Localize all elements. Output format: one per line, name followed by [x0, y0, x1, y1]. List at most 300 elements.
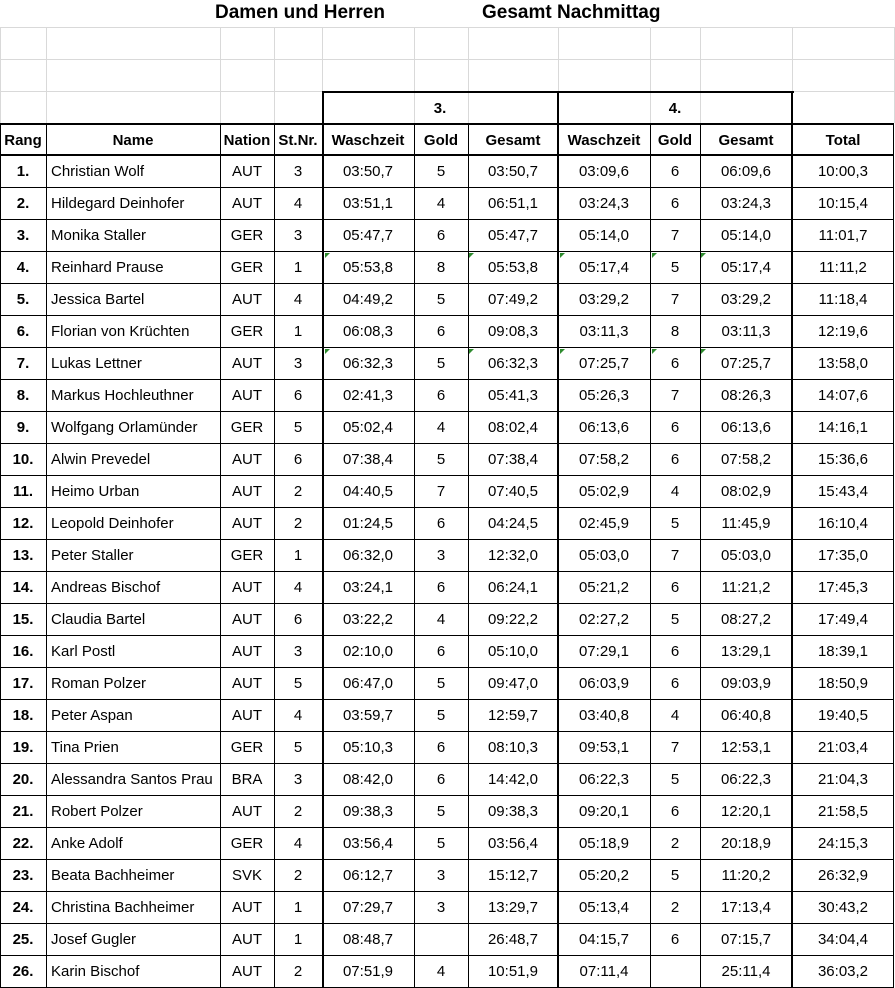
cell-gold-3: 5 — [436, 675, 446, 692]
cell-total: 10:15,4 — [817, 195, 869, 212]
header-gesamt-4: Gesamt — [718, 131, 774, 149]
cell-nation: AUT — [232, 515, 262, 532]
cell-gesamt-3: 10:51,9 — [487, 963, 539, 980]
cell-name: Christina Bachheimer — [51, 899, 195, 916]
cell-gesamt-3: 08:02,4 — [487, 419, 539, 436]
cell-start-number: 4 — [293, 835, 303, 852]
cell-total: 21:58,5 — [817, 803, 869, 820]
cell-gold-4: 5 — [670, 515, 680, 532]
cell-rank: 20. — [12, 771, 34, 788]
cell-waschzeit-3: 05:10,3 — [342, 739, 394, 756]
cell-waschzeit-4: 05:21,2 — [578, 579, 630, 596]
cell-gold-4: 7 — [670, 547, 680, 564]
cell-note-marker — [652, 349, 657, 354]
cell-gold-4: 5 — [670, 771, 680, 788]
cell-gesamt-4: 08:02,9 — [720, 483, 772, 500]
cell-waschzeit-3: 03:22,2 — [342, 611, 394, 628]
cell-gesamt-3: 12:59,7 — [487, 707, 539, 724]
header-rang: Rang — [4, 131, 42, 149]
cell-gold-4: 7 — [670, 739, 680, 756]
cell-gold-4: 6 — [670, 643, 680, 660]
cell-note-marker — [469, 253, 474, 258]
cell-total: 10:00,3 — [817, 163, 869, 180]
cell-start-number: 4 — [293, 291, 303, 308]
cell-gesamt-3: 15:12,7 — [487, 867, 539, 884]
cell-gold-3: 6 — [436, 387, 446, 404]
cell-gold-3: 6 — [436, 643, 446, 660]
cell-name: Lukas Lettner — [51, 355, 142, 372]
cell-gold-3: 5 — [436, 835, 446, 852]
cell-gesamt-3: 26:48,7 — [487, 931, 539, 948]
cell-rank: 21. — [12, 803, 34, 820]
cell-rank: 6. — [16, 323, 30, 340]
cell-total: 21:04,3 — [817, 771, 869, 788]
cell-start-number: 1 — [293, 259, 303, 276]
cell-name: Alwin Prevedel — [51, 451, 151, 468]
cell-gesamt-3: 05:47,7 — [487, 227, 539, 244]
cell-gesamt-4: 05:03,0 — [720, 547, 772, 564]
header-startnr: St.Nr. — [278, 131, 318, 149]
cell-waschzeit-4: 05:03,0 — [578, 547, 630, 564]
cell-name: Robert Polzer — [51, 803, 143, 820]
cell-waschzeit-3: 06:47,0 — [342, 675, 394, 692]
cell-waschzeit-4: 07:25,7 — [578, 355, 630, 372]
cell-nation: AUT — [232, 163, 262, 180]
cell-waschzeit-4: 05:17,4 — [578, 259, 630, 276]
cell-waschzeit-4: 05:20,2 — [578, 867, 630, 884]
cell-waschzeit-3: 07:38,4 — [342, 451, 394, 468]
cell-gold-3: 6 — [436, 771, 446, 788]
header-gold-3: Gold — [423, 131, 459, 149]
cell-total: 17:45,3 — [817, 579, 869, 596]
cell-start-number: 3 — [293, 227, 303, 244]
cell-start-number: 2 — [293, 483, 303, 500]
cell-gold-4: 5 — [670, 611, 680, 628]
cell-waschzeit-4: 06:13,6 — [578, 419, 630, 436]
cell-gesamt-4: 05:14,0 — [720, 227, 772, 244]
cell-gold-3: 7 — [436, 483, 446, 500]
cell-gold-4: 6 — [670, 355, 680, 372]
cell-rank: 14. — [12, 579, 34, 596]
cell-gesamt-3: 07:49,2 — [487, 291, 539, 308]
cell-gold-4: 7 — [670, 387, 680, 404]
cell-rank: 26. — [12, 963, 34, 980]
cell-waschzeit-4: 03:40,8 — [578, 707, 630, 724]
cell-start-number: 4 — [293, 195, 303, 212]
cell-name: Andreas Bischof — [51, 579, 161, 596]
cell-total: 13:58,0 — [817, 355, 869, 372]
cell-start-number: 4 — [293, 579, 303, 596]
cell-start-number: 2 — [293, 867, 303, 884]
cell-start-number: 6 — [293, 387, 303, 404]
cell-name: Roman Polzer — [51, 675, 147, 692]
cell-start-number: 1 — [293, 547, 303, 564]
cell-name: Jessica Bartel — [51, 291, 145, 308]
title-right: Gesamt Nachmittag — [482, 2, 661, 23]
cell-total: 18:50,9 — [817, 675, 869, 692]
cell-waschzeit-4: 05:14,0 — [578, 227, 630, 244]
cell-rank: 5. — [16, 291, 30, 308]
cell-gesamt-3: 09:22,2 — [487, 611, 539, 628]
cell-gold-4: 6 — [670, 451, 680, 468]
cell-gold-3: 5 — [436, 707, 446, 724]
cell-gesamt-3: 06:24,1 — [487, 579, 539, 596]
cell-waschzeit-4: 07:29,1 — [578, 643, 630, 660]
cell-name: Beata Bachheimer — [51, 867, 175, 884]
cell-waschzeit-4: 02:27,2 — [578, 611, 630, 628]
cell-gesamt-4: 09:03,9 — [720, 675, 772, 692]
group-label-4: 4. — [668, 99, 682, 117]
cell-gesamt-3: 05:53,8 — [487, 259, 539, 276]
cell-start-number: 5 — [293, 739, 303, 756]
cell-nation: GER — [230, 739, 264, 756]
cell-gesamt-4: 08:27,2 — [720, 611, 772, 628]
cell-nation: AUT — [232, 931, 262, 948]
header-name: Name — [112, 131, 154, 149]
cell-rank: 7. — [16, 355, 30, 372]
cell-start-number: 4 — [293, 707, 303, 724]
cell-waschzeit-4: 07:11,4 — [579, 963, 629, 980]
cell-waschzeit-3: 03:50,7 — [342, 163, 394, 180]
cell-total: 16:10,4 — [817, 515, 869, 532]
cell-nation: AUT — [232, 483, 262, 500]
cell-gold-3: 4 — [436, 195, 446, 212]
cell-gesamt-4: 11:45,9 — [721, 515, 771, 532]
cell-waschzeit-3: 05:02,4 — [342, 419, 394, 436]
cell-waschzeit-3: 02:10,0 — [342, 643, 394, 660]
cell-total: 17:35,0 — [817, 547, 869, 564]
cell-gesamt-4: 11:20,2 — [721, 867, 771, 884]
cell-waschzeit-3: 08:48,7 — [342, 931, 394, 948]
cell-waschzeit-3: 01:24,5 — [342, 515, 394, 532]
cell-nation: AUT — [232, 451, 262, 468]
cell-waschzeit-3: 03:24,1 — [342, 579, 394, 596]
cell-name: Markus Hochleuthner — [51, 387, 194, 404]
cell-nation: AUT — [232, 611, 262, 628]
cell-gold-3: 5 — [436, 355, 446, 372]
cell-waschzeit-3: 02:41,3 — [342, 387, 394, 404]
cell-nation: BRA — [231, 771, 263, 788]
cell-start-number: 5 — [293, 419, 303, 436]
gridline-v — [274, 27, 275, 123]
cell-waschzeit-4: 02:45,9 — [578, 515, 630, 532]
cell-total: 17:49,4 — [817, 611, 869, 628]
cell-gesamt-3: 09:38,3 — [487, 803, 539, 820]
cell-nation: GER — [230, 547, 264, 564]
cell-gesamt-4: 05:17,4 — [720, 259, 772, 276]
cell-nation: AUT — [232, 579, 262, 596]
cell-name: Leopold Deinhofer — [51, 515, 174, 532]
header-waschzeit-3: Waschzeit — [331, 131, 405, 149]
cell-rank: 9. — [16, 419, 30, 436]
cell-gesamt-3: 03:50,7 — [487, 163, 539, 180]
cell-gold-4: 8 — [670, 323, 680, 340]
cell-gesamt-4: 06:09,6 — [720, 163, 772, 180]
cell-nation: AUT — [232, 643, 262, 660]
cell-gold-4: 4 — [670, 483, 680, 500]
header-waschzeit-4: Waschzeit — [567, 131, 641, 149]
cell-rank: 2. — [16, 195, 30, 212]
cell-gold-3: 5 — [436, 291, 446, 308]
cell-rank: 4. — [16, 259, 30, 276]
cell-total: 11:11,2 — [819, 259, 867, 276]
cell-waschzeit-3: 03:51,1 — [342, 195, 394, 212]
cell-gold-3: 3 — [436, 899, 446, 916]
cell-rank: 23. — [12, 867, 34, 884]
cell-start-number: 6 — [293, 451, 303, 468]
cell-gesamt-3: 14:42,0 — [487, 771, 539, 788]
gridline-h — [0, 27, 894, 28]
cell-start-number: 3 — [293, 163, 303, 180]
cell-total: 36:03,2 — [817, 963, 869, 980]
cell-gesamt-4: 17:13,4 — [720, 899, 772, 916]
cell-name: Heimo Urban — [51, 483, 140, 500]
cell-gold-4: 2 — [670, 899, 680, 916]
cell-nation: AUT — [232, 707, 262, 724]
cell-rank: 8. — [16, 387, 30, 404]
cell-gold-4: 2 — [670, 835, 680, 852]
cell-waschzeit-4: 05:18,9 — [578, 835, 630, 852]
cell-waschzeit-4: 05:02,9 — [578, 483, 630, 500]
cell-name: Peter Aspan — [51, 707, 133, 724]
cell-gold-3: 5 — [436, 163, 446, 180]
cell-name: Tina Prien — [51, 739, 119, 756]
cell-total: 19:40,5 — [817, 707, 869, 724]
cell-start-number: 2 — [293, 803, 303, 820]
cell-gold-3: 3 — [436, 867, 446, 884]
cell-gesamt-3: 07:38,4 — [487, 451, 539, 468]
cell-gesamt-3: 07:40,5 — [487, 483, 539, 500]
cell-gesamt-4: 07:58,2 — [720, 451, 772, 468]
group-label-3: 3. — [433, 99, 447, 117]
cell-name: Alessandra Santos Prau — [51, 771, 213, 788]
cell-rank: 13. — [12, 547, 34, 564]
cell-waschzeit-3: 05:47,7 — [342, 227, 394, 244]
cell-gesamt-3: 12:32,0 — [487, 547, 539, 564]
cell-name: Claudia Bartel — [51, 611, 146, 628]
cell-rank: 24. — [12, 899, 34, 916]
cell-waschzeit-4: 04:15,7 — [578, 931, 630, 948]
cell-waschzeit-4: 05:13,4 — [578, 899, 630, 916]
cell-gesamt-4: 25:11,4 — [721, 963, 771, 980]
cell-gold-4: 6 — [670, 419, 680, 436]
cell-waschzeit-3: 07:51,9 — [342, 963, 394, 980]
cell-name: Monika Staller — [51, 227, 147, 244]
cell-gold-3 — [414, 924, 468, 955]
cell-gesamt-3: 08:10,3 — [487, 739, 539, 756]
cell-note-marker — [560, 253, 565, 258]
cell-gesamt-4: 13:29,1 — [720, 643, 772, 660]
cell-gold-4: 6 — [670, 675, 680, 692]
cell-start-number: 1 — [293, 931, 303, 948]
cell-gesamt-3: 13:29,7 — [487, 899, 539, 916]
cell-rank: 15. — [12, 611, 34, 628]
cell-name: Christian Wolf — [51, 163, 145, 180]
cell-start-number: 1 — [293, 323, 303, 340]
cell-waschzeit-3: 06:08,3 — [342, 323, 394, 340]
cell-nation: GER — [230, 835, 264, 852]
cell-gesamt-4: 06:22,3 — [720, 771, 772, 788]
gridline-h — [0, 59, 894, 60]
cell-waschzeit-4: 09:53,1 — [578, 739, 630, 756]
cell-start-number: 1 — [293, 899, 303, 916]
cell-waschzeit-3: 09:38,3 — [342, 803, 394, 820]
cell-start-number: 3 — [293, 643, 303, 660]
cell-gold-4: 5 — [670, 259, 680, 276]
cell-nation: SVK — [231, 867, 262, 884]
cell-gold-3: 3 — [436, 547, 446, 564]
cell-gesamt-4: 03:11,3 — [721, 323, 771, 340]
cell-gold-3: 8 — [436, 259, 446, 276]
cell-nation: GER — [230, 419, 264, 436]
cell-gold-3: 4 — [436, 611, 446, 628]
cell-start-number: 2 — [293, 963, 303, 980]
cell-gesamt-4: 20:18,9 — [720, 835, 772, 852]
cell-gold-3: 6 — [436, 227, 446, 244]
cell-name: Karl Postl — [51, 643, 116, 660]
cell-gold-3: 4 — [436, 963, 446, 980]
cell-waschzeit-3: 06:32,3 — [342, 355, 394, 372]
cell-gesamt-3: 09:08,3 — [487, 323, 539, 340]
cell-note-marker — [701, 349, 706, 354]
cell-gold-4: 6 — [670, 931, 680, 948]
cell-nation: GER — [230, 227, 264, 244]
cell-rank: 19. — [12, 739, 34, 756]
cell-gold-4 — [650, 956, 700, 987]
gridline-v — [220, 27, 221, 123]
cell-rank: 1. — [16, 163, 30, 180]
cell-total: 11:18,4 — [818, 291, 868, 308]
cell-gold-3: 6 — [436, 515, 446, 532]
cell-total: 21:03,4 — [817, 739, 869, 756]
cell-gold-4: 7 — [670, 227, 680, 244]
cell-total: 12:19,6 — [817, 323, 869, 340]
header-gold-4: Gold — [657, 131, 693, 149]
cell-gold-3: 6 — [436, 579, 446, 596]
cell-note-marker — [469, 349, 474, 354]
cell-nation: GER — [230, 259, 264, 276]
cell-gesamt-4: 06:40,8 — [720, 707, 772, 724]
cell-gesamt-3: 04:24,5 — [487, 515, 539, 532]
cell-name: Hildegard Deinhofer — [51, 195, 185, 212]
cell-gesamt-4: 06:13,6 — [720, 419, 772, 436]
cell-total: 11:01,7 — [818, 227, 868, 244]
cell-waschzeit-3: 07:29,7 — [342, 899, 394, 916]
cell-rank: 18. — [12, 707, 34, 724]
cell-gold-3: 5 — [436, 803, 446, 820]
header-nation: Nation — [223, 131, 271, 149]
cell-note-marker — [560, 349, 565, 354]
cell-nation: AUT — [232, 803, 262, 820]
cell-note-marker — [325, 349, 330, 354]
cell-total: 15:43,4 — [817, 483, 869, 500]
header-total: Total — [825, 131, 861, 149]
cell-name: Florian von Krüchten — [51, 323, 190, 340]
header-gesamt-3: Gesamt — [485, 131, 541, 149]
cell-gold-4: 7 — [670, 291, 680, 308]
cell-gesamt-4: 08:26,3 — [720, 387, 772, 404]
title-left: Damen und Herren — [215, 2, 385, 23]
cell-gesamt-3: 06:51,1 — [487, 195, 539, 212]
cell-gold-4: 6 — [670, 163, 680, 180]
cell-total: 30:43,2 — [817, 899, 869, 916]
cell-name: Peter Staller — [51, 547, 134, 564]
cell-rank: 3. — [16, 227, 30, 244]
cell-rank: 11. — [12, 483, 34, 500]
cell-gesamt-3: 06:32,3 — [487, 355, 539, 372]
cell-nation: AUT — [232, 355, 262, 372]
cell-gold-3: 5 — [436, 451, 446, 468]
cell-name: Josef Gugler — [51, 931, 137, 948]
cell-waschzeit-3: 03:59,7 — [342, 707, 394, 724]
cell-nation: AUT — [232, 675, 262, 692]
cell-gesamt-4: 12:53,1 — [720, 739, 772, 756]
cell-gold-3: 6 — [436, 739, 446, 756]
cell-gold-4: 6 — [670, 195, 680, 212]
cell-gesamt-4: 11:21,2 — [721, 579, 771, 596]
cell-gesamt-3: 05:10,0 — [487, 643, 539, 660]
cell-start-number: 3 — [293, 771, 303, 788]
cell-start-number: 6 — [293, 611, 303, 628]
cell-gold-4: 6 — [670, 579, 680, 596]
cell-nation: GER — [230, 323, 264, 340]
cell-total: 34:04,4 — [817, 931, 869, 948]
cell-total: 14:16,1 — [817, 419, 869, 436]
gridline-v — [46, 27, 47, 123]
cell-waschzeit-3: 04:40,5 — [342, 483, 394, 500]
cell-gold-4: 4 — [670, 707, 680, 724]
cell-waschzeit-4: 03:29,2 — [578, 291, 630, 308]
cell-gesamt-4: 03:24,3 — [720, 195, 772, 212]
cell-gesamt-3: 03:56,4 — [487, 835, 539, 852]
cell-total: 26:32,9 — [817, 867, 869, 884]
cell-rank: 16. — [12, 643, 34, 660]
cell-nation: AUT — [232, 387, 262, 404]
cell-rank: 10. — [12, 451, 34, 468]
cell-gold-4: 5 — [670, 867, 680, 884]
cell-waschzeit-4: 05:26,3 — [578, 387, 630, 404]
cell-waschzeit-3: 06:32,0 — [342, 547, 394, 564]
cell-gesamt-3: 05:41,3 — [487, 387, 539, 404]
cell-rank: 17. — [12, 675, 34, 692]
cell-total: 18:39,1 — [817, 643, 869, 660]
cell-note-marker — [701, 253, 706, 258]
cell-note-marker — [652, 253, 657, 258]
cell-waschzeit-4: 06:22,3 — [578, 771, 630, 788]
cell-name: Reinhard Prause — [51, 259, 164, 276]
cell-gesamt-4: 03:29,2 — [720, 291, 772, 308]
cell-total: 14:07,6 — [817, 387, 869, 404]
cell-waschzeit-4: 06:03,9 — [578, 675, 630, 692]
cell-nation: AUT — [232, 195, 262, 212]
cell-waschzeit-4: 07:58,2 — [578, 451, 630, 468]
cell-waschzeit-3: 03:56,4 — [342, 835, 394, 852]
cell-start-number: 5 — [293, 675, 303, 692]
cell-rank: 22. — [12, 835, 34, 852]
cell-name: Wolfgang Orlamünder — [51, 419, 198, 436]
cell-nation: AUT — [232, 291, 262, 308]
cell-nation: AUT — [232, 963, 262, 980]
cell-waschzeit-4: 09:20,1 — [578, 803, 630, 820]
cell-waschzeit-3: 08:42,0 — [342, 771, 394, 788]
cell-start-number: 2 — [293, 515, 303, 532]
cell-nation: AUT — [232, 899, 262, 916]
cell-total: 15:36,6 — [817, 451, 869, 468]
cell-waschzeit-4: 03:09,6 — [578, 163, 630, 180]
cell-start-number: 3 — [293, 355, 303, 372]
cell-gesamt-4: 12:20,1 — [720, 803, 772, 820]
cell-name: Anke Adolf — [51, 835, 123, 852]
